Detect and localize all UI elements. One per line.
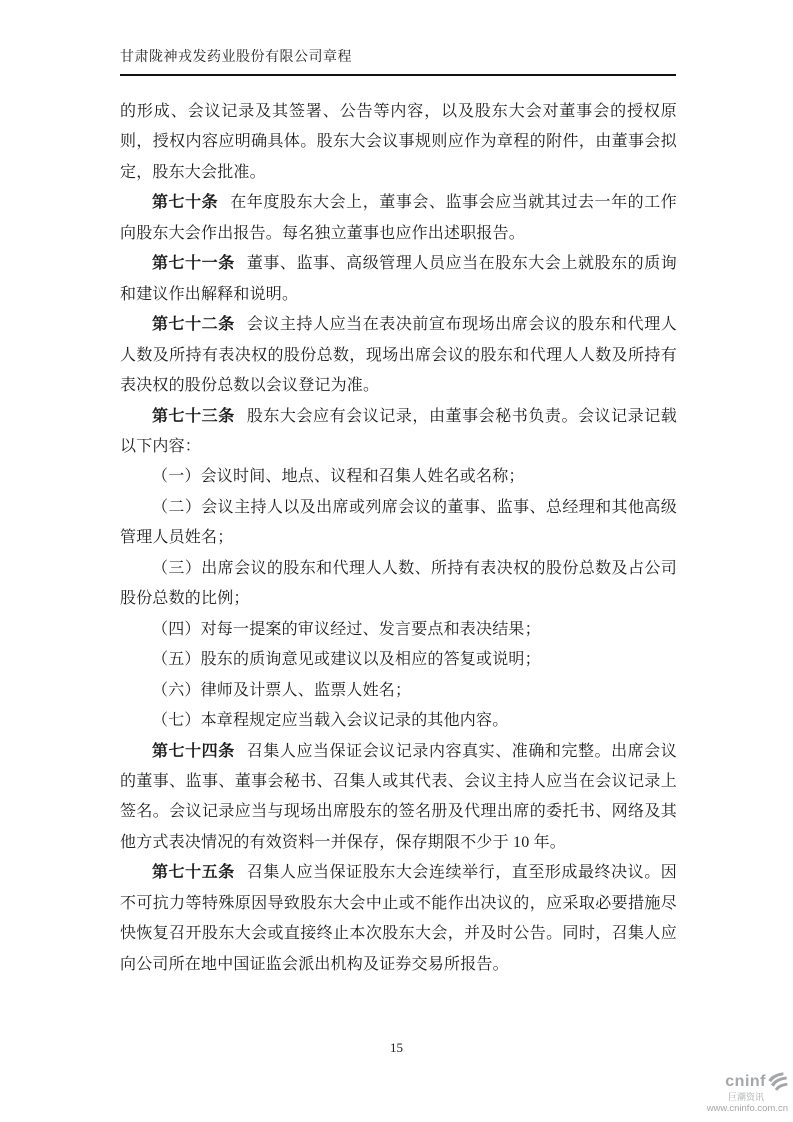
list-item-5 [120,645,677,675]
list-item-1 [120,462,677,492]
article-74 [120,737,677,859]
paragraph-text: 在年度股东大会上，董事会、监事会应当就其过去一年的工作向股东大会作出报告。每名独立董事也应作出述职报告。 [120,194,677,242]
cninfo-brand-text: cninf [725,1072,766,1090]
paragraph-text: 的形成、会议记录及其签署、公告等内容，以及股东大会对董事会的授权原则，授权内容应明确具体。股东大会议事规则应作为章程的附件，由董事会拟定，股东大会批准。 [120,103,677,181]
article-75 [120,858,677,980]
paragraph-text: （四）对每一提案的审议经过、发言要点和表决结果； [152,620,541,638]
article-number: 第七十二条 [152,316,235,334]
page-number: 15 [390,1040,403,1055]
paragraph-text: （一）会议时间、地点、议程和召集人姓名或名称； [152,468,525,486]
page-header [120,48,676,76]
article-number: 第七十一条 [152,255,235,273]
charter-body [120,97,677,980]
list-item-3 [120,554,677,615]
article-73 [120,402,677,463]
article-70 [120,188,677,249]
article-72 [120,310,677,401]
cninfo-url: www.cninfo.com.cn [706,1103,788,1114]
article-71 [120,249,677,310]
list-item-2 [120,493,677,554]
paragraph-text: （三）出席会议的股东和代理人人数、所持有表决权的股份总数及占公司股份总数的比例； [120,559,677,608]
paragraph-text: （六）律师及计票人、监票人姓名； [152,681,412,699]
paragraph-text: （五）股东的质询意见或建议以及相应的答复或说明； [152,651,541,669]
list-item-4 [120,615,677,645]
list-item-6 [120,676,677,706]
paragraph-text: （七）本章程规定应当载入会议记录的其他内容。 [152,712,509,730]
paragraph-text: 股东大会应有会议记录，由董事会秘书负责。会议记录记载以下内容： [120,407,677,455]
paragraph-text: 召集人应当保证会议记录内容真实、准确和完整。出席会议的董事、监事、董事会秘书、召集人或其代表、会议主持人应当在会议记录上签名。会议记录应当与现场出席股东的签名册及代理出席的委托书、网络及其他方式表决情况的有效资料一并保存，保存期限不少于 10 年。 [120,742,677,851]
article-number: 第七十三条 [152,407,235,425]
paragraph-text: （二）会议主持人以及出席或列席会议的董事、监事、总经理和其他高级管理人员姓名； [120,498,677,547]
company-charter-title: 甘肃陇神戎发药业股份有限公司章程 [120,50,352,65]
cninfo-logo-icon [767,1071,788,1092]
list-item-7 [120,706,677,736]
cninfo-watermark [707,1071,788,1115]
article-number: 第七十四条 [152,742,235,760]
paragraph-text: 召集人应当保证股东大会连续举行，直至形成最终决议。因不可抗力等特殊原因导致股东大会中止或不能作出决议的，应采取必要措施尽快恢复召开股东大会或直接终止本次股东大会，并及时公告。同时，召集人应向公司所在地中国证监会派出机构及证券交易所报告。 [120,864,677,973]
paragraph-text: 会议主持人应当在表决前宣布现场出席会议的股东和代理人人数及所持有表决权的股份总数，现场出席会议的股东和代理人人数及所持有表决权的股份总数以会议登记为准。 [120,316,677,395]
cninfo-chinese-name: 巨潮资讯 [727,1092,764,1102]
paragraph-text: 董事、监事、高级管理人员应当在股东大会上就股东的质询和建议作出解释和说明。 [120,255,677,303]
cninfo-brand-row [707,1071,788,1092]
article-number: 第七十条 [152,194,219,212]
article-number: 第七十五条 [152,864,235,882]
paragraph-continuation [120,97,677,188]
